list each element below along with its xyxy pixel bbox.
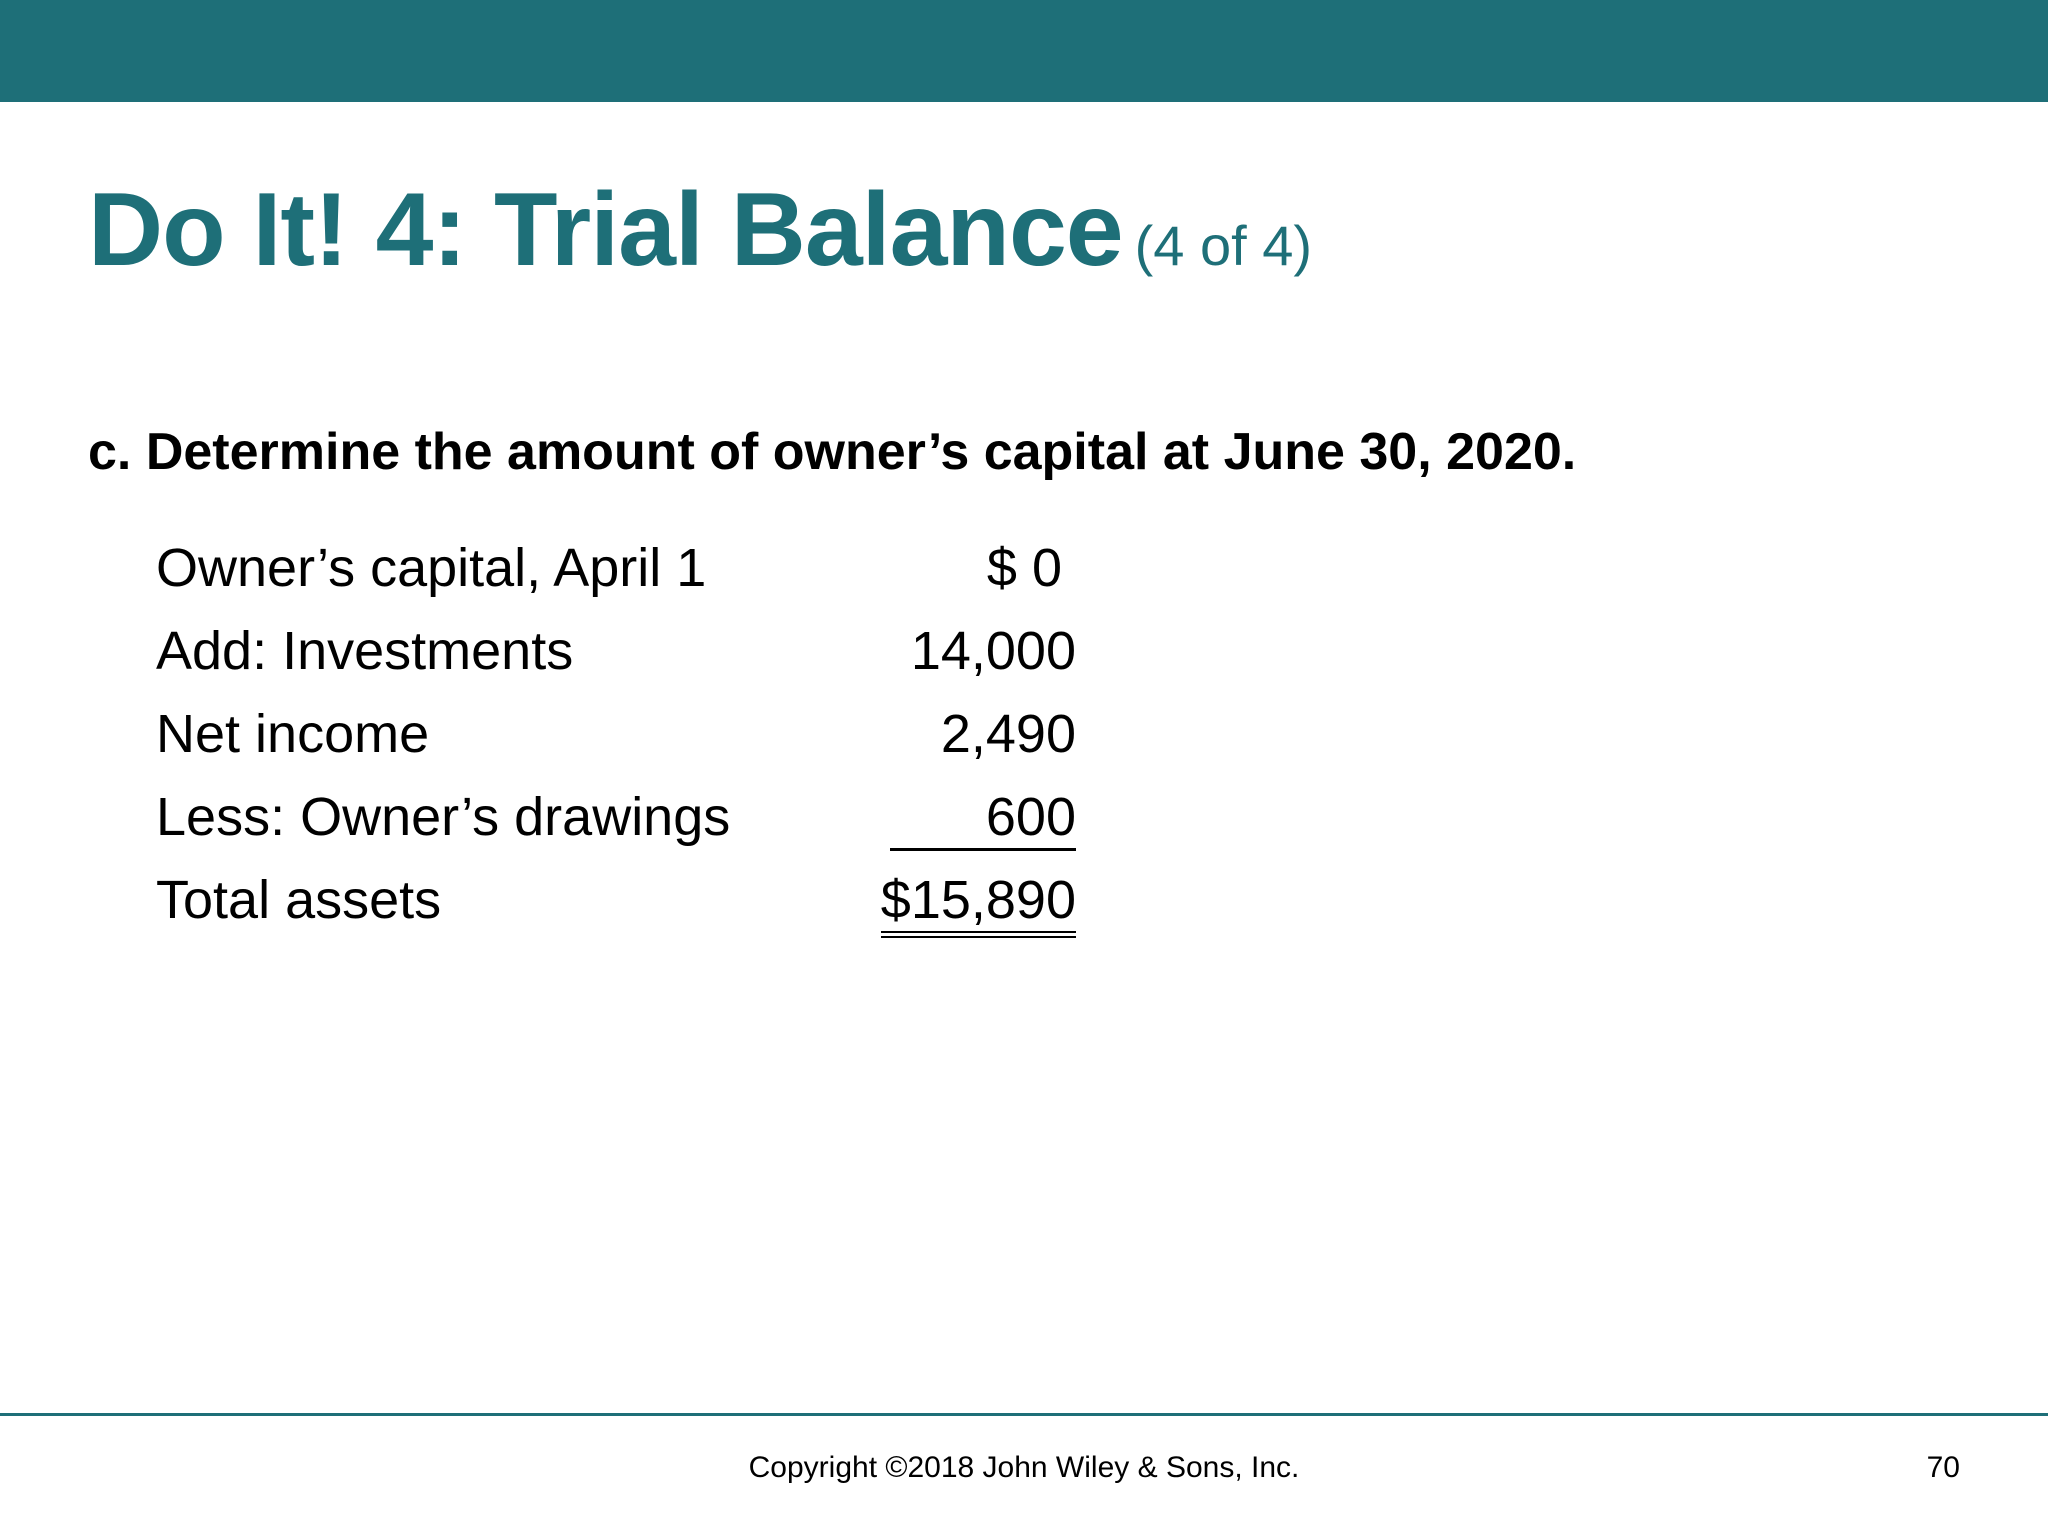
ledger-row-net-income <box>156 700 1076 783</box>
footer-divider <box>0 1413 2048 1416</box>
single-underline-amount: 600 <box>890 786 1076 851</box>
ledger-row-label: Total assets <box>156 870 442 930</box>
ledger-row-label: Less: Owner’s drawings <box>156 787 731 847</box>
ledger-row-label: Add: Investments <box>156 621 574 681</box>
slide-title-main: Do It! 4: Trial Balance <box>88 172 1123 288</box>
ledger-row-amount: 14,000 <box>910 621 1076 681</box>
double-underline-amount: $15,890 <box>881 869 1076 938</box>
header-band <box>0 0 2048 102</box>
question-prompt: c. Determine the amount of owner’s capital at June 30, 2020. <box>88 423 1577 481</box>
ledger-row-amount: 2,490 <box>940 704 1076 764</box>
slide-title <box>88 172 1313 288</box>
ledger-row-investments <box>156 617 1076 700</box>
ledger-row-label: Net income <box>156 704 430 764</box>
ledger-row-amount-double-underlined <box>881 866 1076 938</box>
copyright-notice: Copyright ©2018 John Wiley & Sons, Inc. <box>748 1451 1300 1484</box>
ledger-row-total <box>156 866 1076 949</box>
slide-title-part-indicator: (4 of 4) <box>1134 214 1313 277</box>
page-number: 70 <box>1926 1451 1960 1484</box>
ledger-row-amount-underlined <box>890 783 1076 851</box>
ledger-row-drawings <box>156 783 1076 866</box>
capital-computation-table <box>156 534 1076 949</box>
ledger-row-label: Owner’s capital, April 1 <box>156 538 707 598</box>
ledger-row-opening-capital <box>156 534 1076 617</box>
ledger-row-amount: $ 0 <box>986 538 1062 598</box>
